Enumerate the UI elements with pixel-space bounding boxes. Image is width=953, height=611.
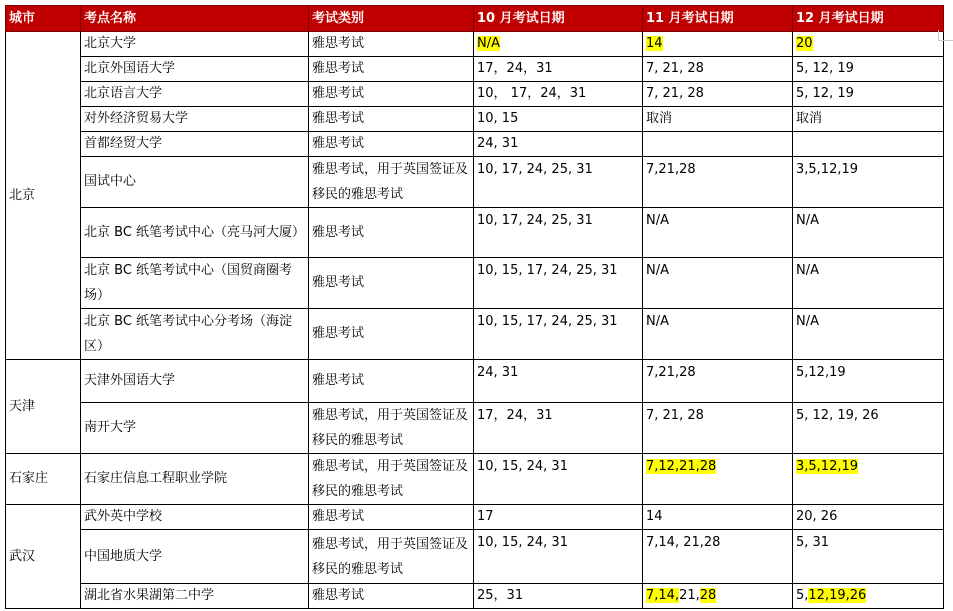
oct-cell: 25，31 (474, 584, 643, 609)
venue-cell: 武外英中学校 (81, 505, 309, 530)
highlighted-date: 28 (699, 588, 717, 603)
venue-cell: 对外经济贸易大学 (81, 107, 309, 132)
dec-cell: 20, 26 (793, 505, 944, 530)
highlighted-date: 20 (796, 36, 813, 51)
oct-cell: 10, 15, 24, 31 (474, 454, 643, 505)
nov-cell: N/A (643, 258, 793, 309)
city-cell: 天津 (6, 360, 81, 454)
type-cell: 雅思考试，用于英国签证及移民的雅思考试 (309, 157, 474, 208)
nov-cell: 7, 21, 28 (643, 57, 793, 82)
venue-cell: 国试中心 (81, 157, 309, 208)
table-row (6, 82, 944, 107)
table-row (6, 454, 944, 505)
venue-cell: 天津外国语大学 (81, 360, 309, 403)
oct-cell: 10, 15 (474, 107, 643, 132)
type-cell: 雅思考试 (309, 360, 474, 403)
dec-cell: 取消 (793, 107, 944, 132)
header-type: 考试类别 (309, 6, 474, 32)
oct-cell: 17，24，31 (474, 403, 643, 454)
oct-cell: 17 (474, 505, 643, 530)
highlighted-date: 7,12,21,28 (646, 459, 717, 474)
venue-cell: 北京 BC 纸笔考试中心分考场（海淀区） (81, 309, 309, 360)
table-row (6, 157, 944, 208)
header-dec: 12 月考试日期 (793, 6, 944, 32)
oct-cell: 17，24，31 (474, 57, 643, 82)
table-row (6, 208, 944, 258)
dec-cell: 5, 12, 19 (793, 82, 944, 107)
table-row (6, 584, 944, 609)
city-cell: 北京 (6, 32, 81, 360)
dec-cell: 5, 12, 19 (793, 57, 944, 82)
nov-cell: N/A (643, 309, 793, 360)
nov-cell: 7,14, 21,28 (643, 530, 793, 584)
dec-cell: N/A (793, 309, 944, 360)
dec-cell (793, 32, 944, 57)
nov-cell: 7,21,28 (643, 360, 793, 403)
nov-cell: N/A (643, 208, 793, 258)
type-cell: 雅思考试 (309, 309, 474, 360)
highlighted-date: 7,14, (646, 588, 680, 603)
city-cell: 武汉 (6, 505, 81, 609)
date-text: 21, (679, 588, 700, 603)
type-cell: 雅思考试 (309, 505, 474, 530)
dec-cell: 5, 12, 19, 26 (793, 403, 944, 454)
type-cell: 雅思考试，用于英国签证及移民的雅思考试 (309, 454, 474, 505)
oct-cell: 10, 17, 24, 25, 31 (474, 208, 643, 258)
header-venue: 考点名称 (81, 6, 309, 32)
venue-cell: 中国地质大学 (81, 530, 309, 584)
table-row (6, 505, 944, 530)
dec-cell: N/A (793, 258, 944, 309)
dec-cell: 3,5,12,19 (793, 157, 944, 208)
highlighted-date: 3,5,12,19 (796, 459, 859, 474)
date-text: 5, (796, 588, 809, 603)
type-cell: 雅思考试 (309, 107, 474, 132)
type-cell: 雅思考试 (309, 258, 474, 309)
nov-cell (643, 584, 793, 609)
oct-cell: 10, 17, 24, 25, 31 (474, 157, 643, 208)
type-cell: 雅思考试 (309, 57, 474, 82)
type-cell: 雅思考试，用于英国签证及移民的雅思考试 (309, 403, 474, 454)
venue-cell: 北京 BC 纸笔考试中心（国贸商圈考场） (81, 258, 309, 309)
highlighted-date: 14 (646, 36, 663, 51)
nov-cell: 7,21,28 (643, 157, 793, 208)
header-city: 城市 (6, 6, 81, 32)
city-cell: 石家庄 (6, 454, 81, 505)
table-corner-marker (938, 30, 953, 41)
exam-schedule-table (5, 5, 944, 609)
dec-cell (793, 454, 944, 505)
table-row (6, 32, 944, 57)
venue-cell: 南开大学 (81, 403, 309, 454)
header-oct: 10 月考试日期 (474, 6, 643, 32)
table-row (6, 530, 944, 584)
nov-cell: 14 (643, 505, 793, 530)
oct-cell: 24, 31 (474, 360, 643, 403)
oct-cell: 10， 17，24，31 (474, 82, 643, 107)
oct-cell: 10, 15, 24, 31 (474, 530, 643, 584)
highlighted-date: 12,19,26 (808, 588, 867, 603)
table-row (6, 57, 944, 82)
nov-cell: 7, 21, 28 (643, 82, 793, 107)
nov-cell (643, 132, 793, 157)
header-nov: 11 月考试日期 (643, 6, 793, 32)
venue-cell: 湖北省水果湖第二中学 (81, 584, 309, 609)
oct-cell: 24, 31 (474, 132, 643, 157)
type-cell: 雅思考试 (309, 32, 474, 57)
venue-cell: 北京大学 (81, 32, 309, 57)
oct-cell: 10, 15, 17, 24, 25, 31 (474, 309, 643, 360)
table-row (6, 309, 944, 360)
type-cell: 雅思考试 (309, 208, 474, 258)
dec-cell (793, 132, 944, 157)
table-row (6, 403, 944, 454)
type-cell: 雅思考试 (309, 132, 474, 157)
venue-cell: 石家庄信息工程职业学院 (81, 454, 309, 505)
dec-cell (793, 584, 944, 609)
nov-cell: 取消 (643, 107, 793, 132)
nov-cell: 7, 21, 28 (643, 403, 793, 454)
dec-cell: N/A (793, 208, 944, 258)
dec-cell: 5, 31 (793, 530, 944, 584)
oct-cell: 10, 15, 17, 24, 25, 31 (474, 258, 643, 309)
nov-cell (643, 32, 793, 57)
header-row (6, 6, 944, 32)
table-row (6, 107, 944, 132)
type-cell: 雅思考试 (309, 584, 474, 609)
venue-cell: 北京语言大学 (81, 82, 309, 107)
table-row (6, 360, 944, 403)
venue-cell: 北京 BC 纸笔考试中心（亮马河大厦） (81, 208, 309, 258)
dec-cell: 5,12,19 (793, 360, 944, 403)
table-row (6, 258, 944, 309)
nov-cell (643, 454, 793, 505)
highlighted-date: N/A (477, 36, 500, 51)
type-cell: 雅思考试 (309, 82, 474, 107)
table-row (6, 132, 944, 157)
oct-cell (474, 32, 643, 57)
venue-cell: 北京外国语大学 (81, 57, 309, 82)
venue-cell: 首都经贸大学 (81, 132, 309, 157)
type-cell: 雅思考试，用于英国签证及移民的雅思考试 (309, 530, 474, 584)
